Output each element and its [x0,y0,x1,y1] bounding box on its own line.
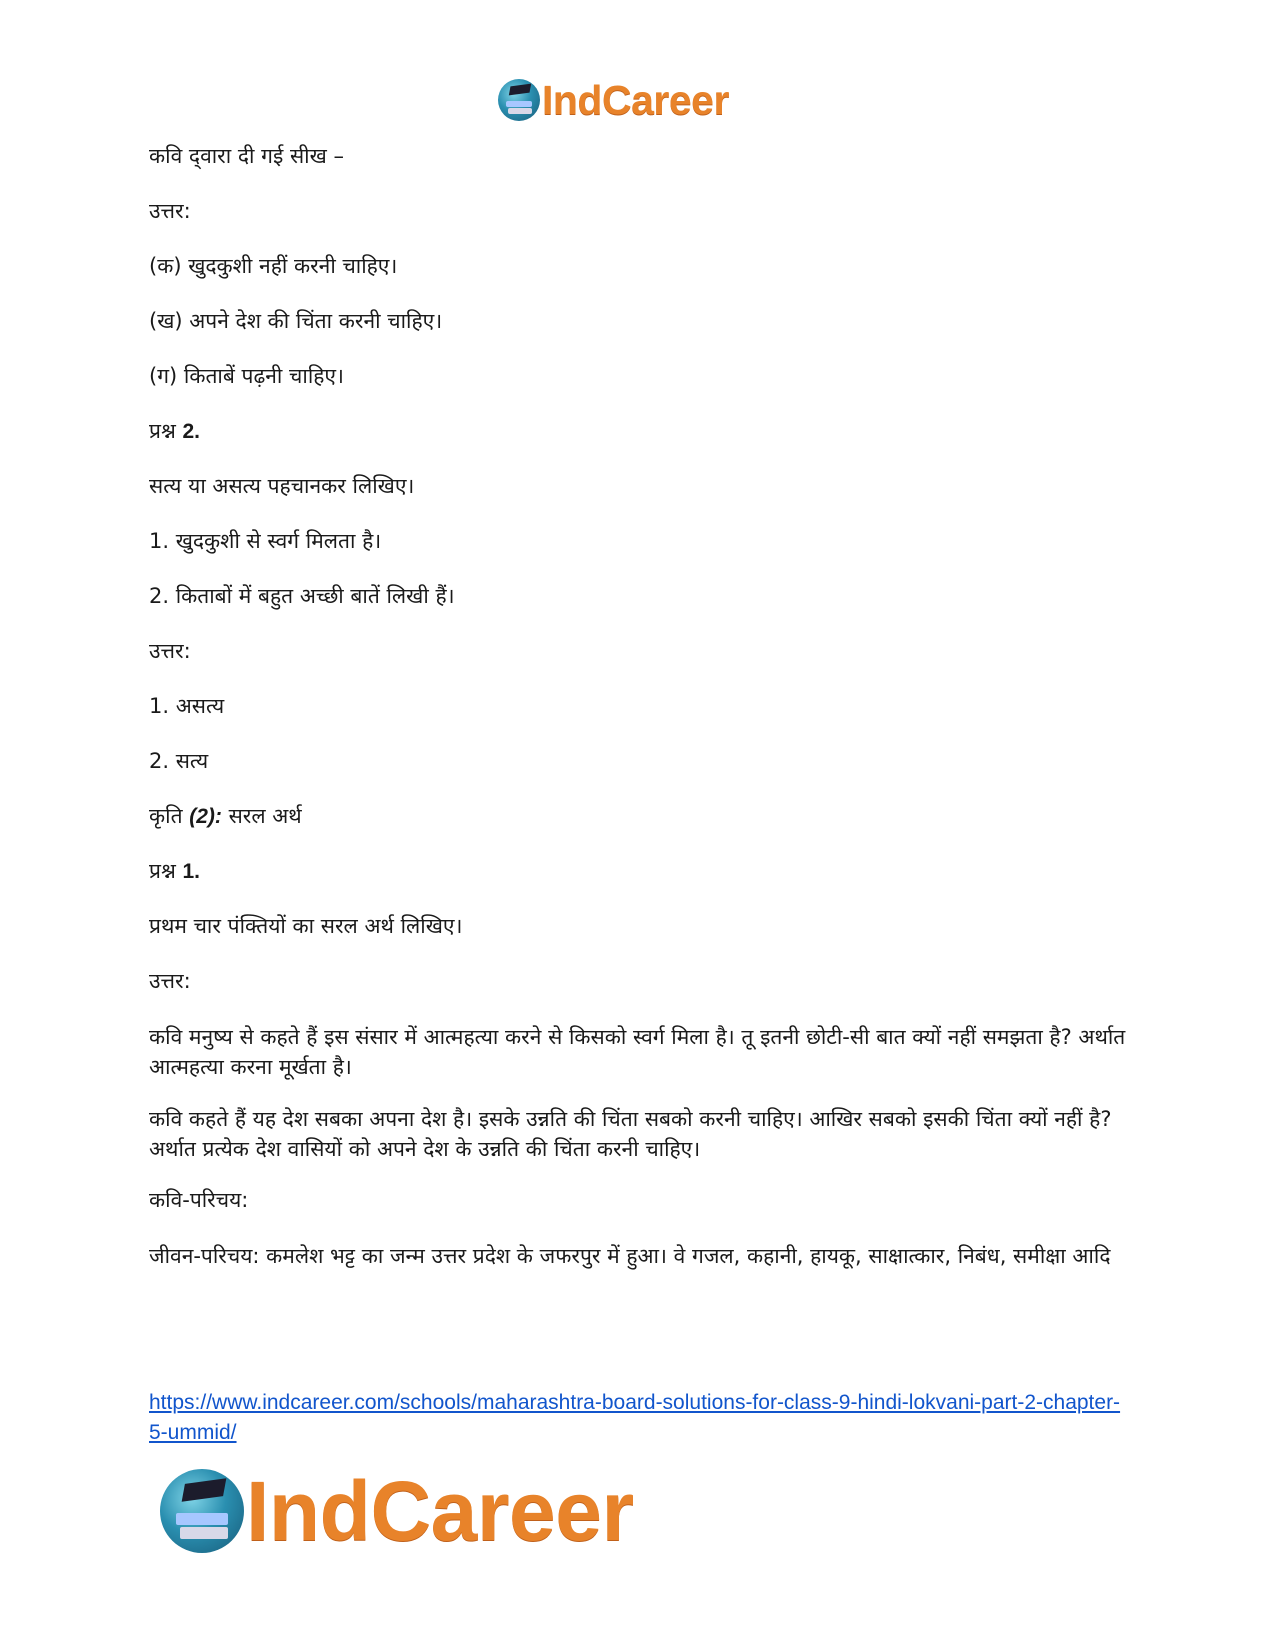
answer-item: 2. सत्य [149,749,209,773]
indcareer-logo-bottom [160,1464,634,1558]
answer-paragraph: कवि मनुष्य से कहते हैं इस संसार में आत्महत्या करने से किसको स्वर्ग मिला है। तू इतनी छोटी-सी बात क्यों नहीं समझता है? अर्थात आत्महत्या करना मूर्खता है। [149,1025,1126,1079]
document-body [149,142,1129,1271]
logo-wordmark-top: IndCareer [542,77,729,123]
question-1-heading: प्रश्न 1. [149,859,200,883]
poet-intro-heading: कवि-परिचय: [149,1188,249,1212]
graduation-globe-icon [160,1469,244,1553]
indcareer-logo-top [498,78,729,122]
question-item: 1. खुदकुशी से स्वर्ग मिलता है। [149,529,382,553]
kriti-heading: कृति (2): सरल अर्थ [149,804,302,828]
answer-item: (ख) अपने देश की चिंता करनी चाहिए। [149,309,443,333]
question-item: 2. किताबों में बहुत अच्छी बातें लिखी हैं। [149,584,455,608]
answer-item: 1. असत्य [149,694,225,718]
answer-paragraph: कवि कहते हैं यह देश सबका अपना देश है। इसके उन्नति की चिंता सबको करनी चाहिए। आखिर सबको इसकी चिंता क्यों नहीं है? अर्थात प्रत्येक देश वासियों को अपने देश के उन्नति की चिंता करनी चाहिए। [149,1107,1112,1161]
answer-label: उत्तर: [149,199,191,223]
answer-label: उत्तर: [149,639,191,663]
question-1-text: प्रथम चार पंक्तियों का सरल अर्थ लिखिए। [149,914,463,938]
answer-label: उत्तर: [149,969,191,993]
graduation-globe-icon [498,79,540,121]
answer-item: (क) खुदकुशी नहीं करनी चाहिए। [149,254,398,278]
biography-paragraph: जीवन-परिचय: कमलेश भट्ट का जन्म उत्तर प्रदेश के जफरपुर में हुआ। वे गजल, कहानी, हायकू, साक्षात्कार, निबंध, समीक्षा आदि [149,1244,1111,1268]
answer-item: (ग) किताबें पढ़नी चाहिए। [149,364,344,388]
poet-lesson-heading: कवि द्‌वारा दी गई सीख – [149,144,344,168]
question-2-heading: प्रश्न 2. [149,419,200,443]
source-url-link[interactable]: https://www.indcareer.com/schools/maharashtra-board-solutions-for-class-9-hindi-lokvani-part-2-chapter-5-ummid/ [149,1391,1121,1444]
logo-wordmark-bottom: IndCareer [246,1464,634,1558]
question-2-text: सत्य या असत्य पहचानकर लिखिए। [149,474,415,498]
